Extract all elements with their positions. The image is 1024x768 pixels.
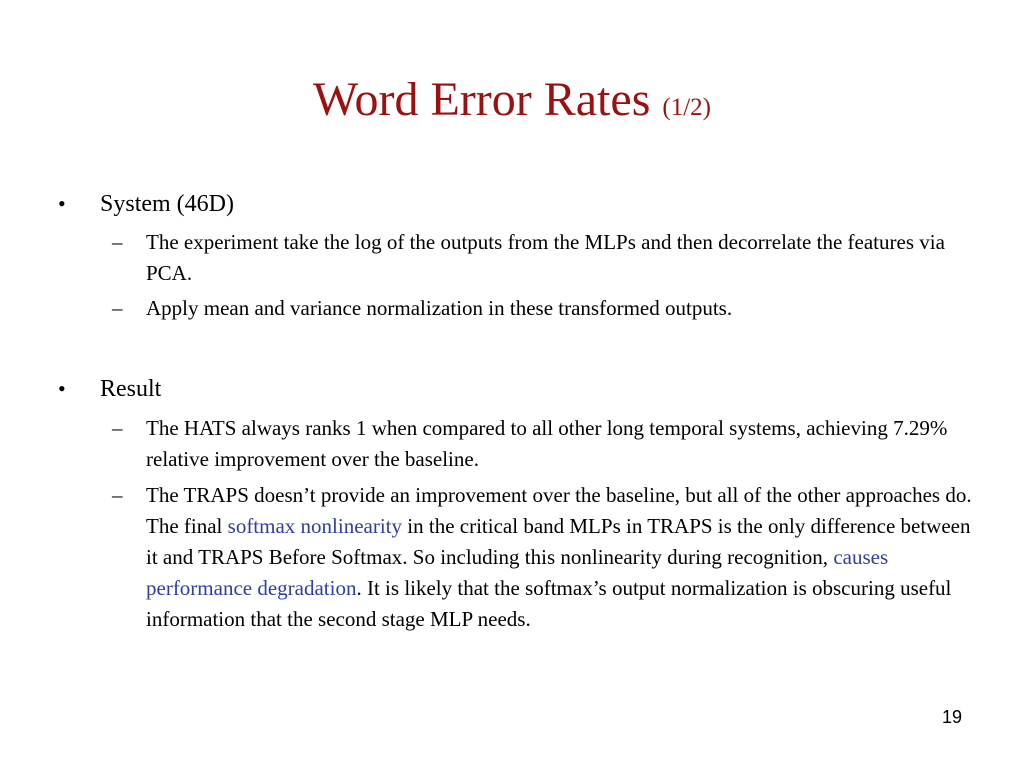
slide-title-main: Word Error Rates (313, 73, 651, 126)
text-segment: . It is likely that the softmax’s output normalization is obscuring useful information that the second stage MLP needs. (146, 576, 952, 631)
sub-item (112, 413, 952, 475)
bullet-mark: • (58, 376, 66, 401)
bullet-heading: Result (100, 376, 162, 402)
highlight-performance-degradation: causes performance degradation (146, 545, 889, 600)
highlight-softmax-nonlinearity: softmax nonlinearity (227, 514, 403, 538)
sub-item (112, 480, 972, 635)
text-segment: The TRAPS doesn’t provide an improvement over the baseline, but all of the other approaches do. The final (146, 483, 972, 538)
slide-title (0, 70, 1024, 138)
sub-item (112, 227, 972, 289)
sub-item-text: The experiment take the log of the outputs from the MLPs and then decorrelate the features via PCA. (146, 230, 945, 285)
dash-mark: – (112, 483, 123, 507)
dash-mark: – (112, 230, 123, 254)
text-segment: in the critical band MLPs in TRAPS is the only difference between it and TRAPS Before Softmax. So including this nonlinearity during recognition, (146, 514, 971, 569)
dash-mark: – (112, 416, 123, 440)
sub-item-text: The HATS always ranks 1 when compared to all other long temporal systems, achieving 7.29% relative improvement over the baseline. (146, 416, 948, 471)
sub-item-text (146, 480, 972, 635)
bullet-heading: System (46D) (100, 191, 234, 217)
dash-mark: – (112, 296, 123, 320)
bullet-result (58, 374, 161, 404)
slide-title-sub: (1/2) (662, 94, 711, 121)
page-number: 19 (941, 707, 962, 727)
bullet-mark: • (58, 191, 66, 216)
sub-item (112, 293, 972, 324)
bullet-system (58, 189, 234, 219)
sub-item-text: Apply mean and variance normalization in these transformed outputs. (146, 296, 733, 320)
